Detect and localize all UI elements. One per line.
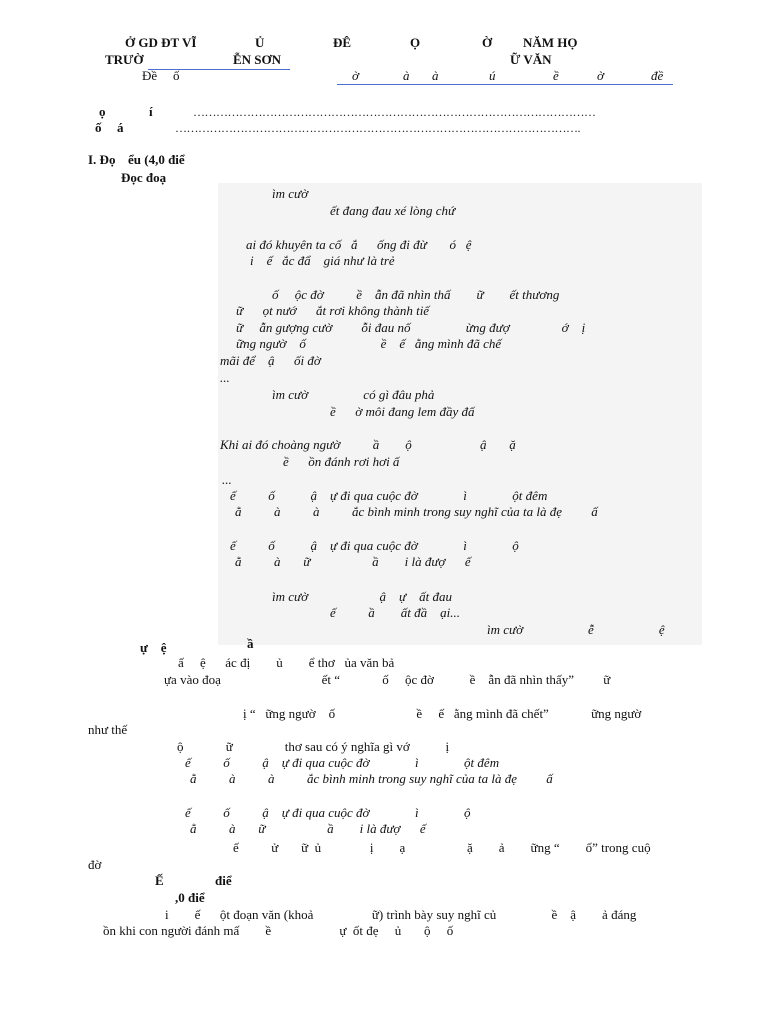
- section1-title: I. Đọ: [88, 152, 116, 167]
- id-field[interactable]: …………………………………………………………………………………………….: [175, 121, 580, 135]
- question-3: ị “ ững ngườ ố ề ế ằng mình đã chết” ững ngườ: [243, 706, 642, 721]
- name-label: ọ: [99, 104, 106, 119]
- header-school-b: ỄN SƠN: [233, 52, 282, 67]
- section2-sub: ,0 điể: [175, 890, 205, 905]
- poem-line: ai đó khuyên ta cố ắ ống đi đừ ó ệ: [246, 237, 472, 252]
- section2-title: Ế: [155, 873, 164, 888]
- question-4-quote: ế ố ậ ự đi qua cuộc đờ ì ột đêm: [185, 755, 500, 770]
- essay-question-cont: ồn khi con người đánh mấ ề ự ốt đẹ ủ ộ ố: [103, 923, 454, 938]
- exam-title-d: NĂM HỌ: [523, 35, 578, 50]
- section1-title-b: ểu (4,0 điể: [128, 152, 185, 167]
- poem-line: ố ộc đờ ề ẫn đã nhìn thấ ữ ết thương: [272, 287, 560, 302]
- poem-line: ằ à ữ ầ i là đượ ế: [235, 554, 471, 569]
- poem-line: ...: [222, 472, 232, 487]
- id-label-b: á: [117, 120, 124, 135]
- poem-line: ìm cườ có gì đâu phả: [272, 387, 435, 402]
- poem-line: mãi để ậ ối đờ: [220, 353, 321, 368]
- question-2: ựa vào đoạ ết “ ố ộc đờ ề ẫn đã nhìn thấy” ữ: [164, 672, 611, 687]
- question-3-cont: như thế: [88, 722, 128, 737]
- question-1: ấ ệ ác đị ủ ể thơ ủa văn bả: [178, 655, 395, 670]
- exam-time-underline: [337, 84, 673, 85]
- poem-line: ữ ọt nướ ắt rơi không thành tiế: [236, 303, 430, 318]
- question-4-quote: ằ à à ắc bình minh trong suy nghĩ của ta là đẹ ấ: [190, 771, 553, 786]
- poem-line: Khi ai đó choàng ngườ ầ ộ ậ ặ: [220, 437, 516, 452]
- name-label-b: í: [149, 104, 153, 119]
- exam-time-b: à: [403, 68, 410, 83]
- header-school: TRƯỜ: [105, 52, 144, 67]
- header-code: Đề: [142, 68, 158, 83]
- header-code-b: ố: [173, 68, 180, 83]
- exam-time-g: đề: [651, 68, 664, 83]
- section1-instruction: Đọc đoạ: [121, 170, 167, 185]
- exam-time-f: ờ: [597, 68, 604, 83]
- question-5-cont: đờ: [88, 857, 102, 872]
- essay-question: i ế ột đoạn văn (khoả ữ) trình bày suy nghĩ củ ề ậ ả đáng: [165, 907, 637, 922]
- section2-title-b: điể: [215, 873, 232, 888]
- poem-line: i ế ắc đẩ giá như là trẻ: [250, 253, 395, 268]
- poem-line: ữ ẫn gượng cườ ỗi đau nố ừng đượ ớ ị: [236, 320, 586, 335]
- questions-heading-b: ầ: [247, 636, 254, 651]
- poem-line: ết đang đau xé lòng chứ: [330, 203, 456, 218]
- poem-line: ế ố ậ ự đi qua cuộc đờ ì ộ: [230, 538, 519, 553]
- question-4: ộ ữ thơ sau có ý nghĩa gì vớ ị: [177, 739, 450, 754]
- id-label: ố: [95, 120, 102, 135]
- poem-line: ế ầ ất đầ ại...: [330, 605, 460, 620]
- poem-line: ề ờ môi đang lem đầy đấ: [330, 404, 475, 419]
- poem-line: ...: [220, 370, 230, 385]
- poem-line: ìm cườ: [272, 186, 309, 201]
- exam-subject: Ữ VĂN: [510, 52, 552, 67]
- exam-title-c: Ờ: [482, 35, 493, 50]
- name-field[interactable]: ……………………………………………………………………………………………: [193, 105, 596, 119]
- questions-heading: ự ệ: [140, 640, 167, 655]
- exam-time-a: ờ: [352, 68, 359, 83]
- exam-title-a: ĐÊ: [333, 35, 352, 50]
- header-dept-b: Ủ: [255, 35, 265, 50]
- poem-line: ế ố ậ ự đi qua cuộc đờ ì ột đêm: [230, 488, 548, 503]
- exam-time-e: ề: [553, 68, 559, 83]
- poem-line: ững ngườ ố ề ế ằng mình đã chế: [236, 336, 502, 351]
- question-4-quote: ằ à ữ ầ i là đượ ế: [190, 821, 426, 836]
- exam-time-d: ú: [489, 68, 496, 83]
- header-dept: Ở GD ĐT VĨ: [125, 35, 197, 50]
- poem-line: ề ồn đánh rơi hơi ấ: [283, 454, 400, 469]
- poem-line: ằ à à ắc bình minh trong suy nghĩ của ta là đẹ ấ: [235, 504, 598, 519]
- exam-title-b: Ọ: [410, 35, 421, 50]
- exam-time-c: à: [432, 68, 439, 83]
- question-5: ế ử ữ ủ ị ạ ặ ả ững “ ố” trong cuộ: [233, 840, 651, 855]
- poem-line: ìm cườ ậ ự ất đau: [272, 589, 453, 604]
- question-4-quote: ế ố ậ ự đi qua cuộc đờ ì ộ: [185, 805, 471, 820]
- poem-source: ìm cườ ễ ệ: [487, 622, 665, 637]
- header-underline: [148, 69, 290, 70]
